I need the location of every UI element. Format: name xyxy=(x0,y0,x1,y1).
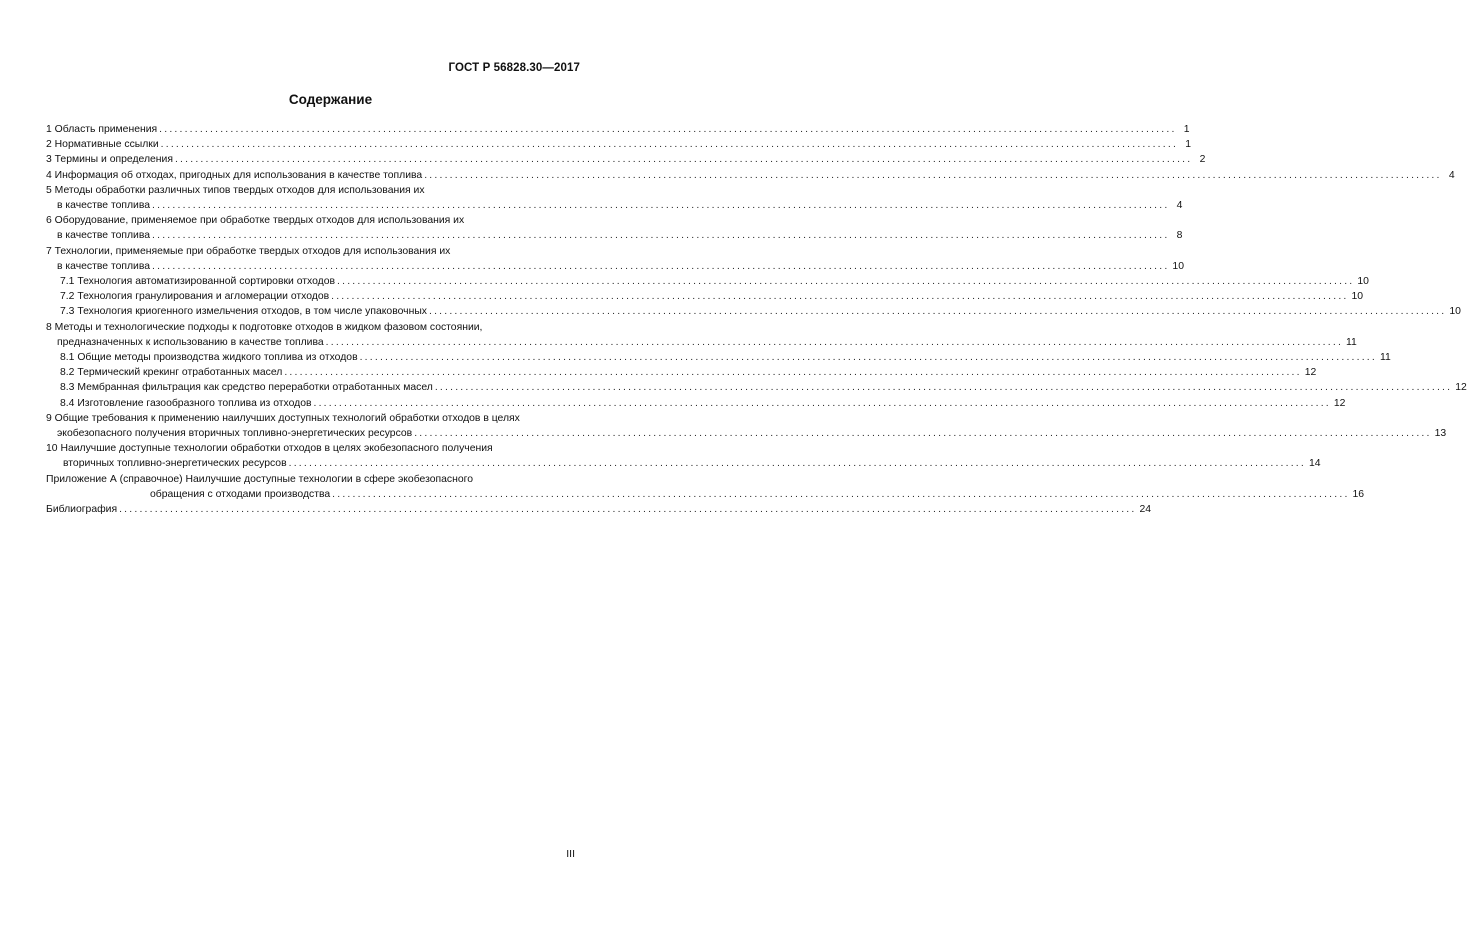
toc-entry[interactable] xyxy=(46,168,1455,183)
toc-entry[interactable] xyxy=(46,441,1321,471)
dot-leader: ........................................................................................................................................................................................................ xyxy=(434,382,1453,394)
toc-page-number: 10 xyxy=(1172,260,1184,272)
toc-entry-text: 5 Методы обработки различных типов твердых отходов для использования их xyxy=(46,184,425,196)
toc-entry-text: 7.1 Технология автоматизированной сортировки отходов xyxy=(60,276,336,288)
toc-entry-text: 6 Оборудование, применяемое при обработке твердых отходов для использования их xyxy=(46,215,465,227)
toc-entry[interactable] xyxy=(46,396,1346,411)
document-code: ГОСТ Р 56828.30—2017 xyxy=(448,62,580,74)
toc-page-number: 12 xyxy=(1304,367,1317,379)
dot-leader: ........................................................................................................................................................................................................ xyxy=(288,458,1306,470)
toc-page-number: 10 xyxy=(1351,291,1364,303)
toc-entry[interactable] xyxy=(46,244,1184,274)
toc-entry[interactable] xyxy=(46,320,1357,350)
toc-entry-text: 8.1 Общие методы производства жидкого топлива из отходов xyxy=(60,352,358,364)
toc-entry[interactable] xyxy=(46,274,1369,289)
dot-leader: ........................................................................................................................................................................................................ xyxy=(160,139,1179,151)
toc-entry[interactable] xyxy=(46,380,1467,395)
dot-leader: ........................................................................................................................................................................................................ xyxy=(337,276,1355,288)
toc-entry[interactable] xyxy=(46,304,1461,319)
toc-entry-text: предназначенных к использованию в качестве топлива xyxy=(57,336,324,348)
toc-entry-text: 8.3 Мембранная фильтрация как средство переработки отработанных масел xyxy=(60,382,433,394)
toc-entry[interactable] xyxy=(46,365,1317,380)
dot-leader: ........................................................................................................................................................................................................ xyxy=(414,428,1432,440)
toc-entry-text: 8 Методы и технологические подходы к подготовке отходов в жидком фазовом состоянии, xyxy=(46,321,483,333)
dot-leader: ........................................................................................................................................................................................................ xyxy=(332,488,1350,500)
toc-page-number: 10 xyxy=(1357,276,1369,288)
toc-entry[interactable] xyxy=(46,289,1364,304)
toc-entry-text: Библиография xyxy=(46,504,118,516)
toc-page-number: 13 xyxy=(1434,428,1447,440)
dot-leader: ........................................................................................................................................................................................................ xyxy=(325,336,1344,348)
toc-entry-text: 2 Нормативные ссылки xyxy=(46,139,159,151)
dot-leader: ........................................................................................................................................................................................................ xyxy=(359,352,1377,364)
dot-leader: ........................................................................................................................................................................................................ xyxy=(174,154,1193,166)
toc-entry[interactable] xyxy=(46,183,1183,213)
dot-leader: ........................................................................................................................................................................................................ xyxy=(152,260,1170,272)
toc-entry[interactable] xyxy=(46,502,1152,517)
dot-leader: ........................................................................................................................................................................................................ xyxy=(424,169,1442,181)
toc-page-number: 14 xyxy=(1308,458,1321,470)
toc-entry-text: вторичных топливно-энергетических ресурсов xyxy=(63,458,287,470)
toc-entry-text: 8.4 Изготовление газообразного топлива из отходов xyxy=(60,397,312,409)
toc-entry-text: 7 Технологии, применяемые при обработке твердых отходов для использования их xyxy=(46,245,451,257)
toc-entry[interactable] xyxy=(46,137,1192,152)
toc-entry-text: 10 Наилучшие доступные технологии обработки отходов в целях экобезопасного получения xyxy=(46,443,493,455)
toc-entry[interactable] xyxy=(46,213,1183,243)
toc-page-number: 1 xyxy=(1185,139,1192,151)
toc-entry-text: в качестве топлива xyxy=(57,260,151,272)
toc-page-number: 12 xyxy=(1333,397,1346,409)
toc-entry-text: 8.2 Термический крекинг отработанных масел xyxy=(60,367,283,379)
toc-entry-text: в качестве топлива xyxy=(57,230,151,242)
toc-entry-text: 7.3 Технология криогенного измельчения отходов, в том числе упаковочных xyxy=(60,306,427,318)
dot-leader: ........................................................................................................................................................................................................ xyxy=(331,291,1349,303)
toc-entry-text: 4 Информация об отходах, пригодных для использования в качестве топлива xyxy=(46,169,423,181)
toc-page-number: 2 xyxy=(1199,154,1206,166)
toc-page-number: 4 xyxy=(1176,200,1183,212)
toc-page-number: 11 xyxy=(1379,352,1391,364)
toc-entry-text: в качестве топлива xyxy=(57,200,151,212)
dot-leader: ........................................................................................................................................................................................................ xyxy=(159,124,1177,135)
toc-entry-text: 3 Термины и определения xyxy=(46,154,173,166)
toc-entry-text: обращения с отходами производства xyxy=(150,488,331,500)
dot-leader: ........................................................................................................................................................................................................ xyxy=(284,367,1302,379)
toc-page-number: 11 xyxy=(1346,336,1357,348)
toc-entry[interactable] xyxy=(46,152,1206,167)
toc-page-number: 1 xyxy=(1183,124,1190,135)
toc-entry-text: Приложение А (справочное) Наилучшие доступные технологии в сфере экобезопасного xyxy=(46,473,473,485)
toc-page-number: 16 xyxy=(1352,488,1365,500)
toc-page-number: 8 xyxy=(1176,230,1183,242)
toc-entry[interactable] xyxy=(46,350,1391,365)
dot-leader: ........................................................................................................................................................................................................ xyxy=(152,200,1170,212)
toc-entry-text: 7.2 Технология гранулирования и агломерации отходов xyxy=(60,291,330,303)
toc-entry-text: 1 Область применения xyxy=(46,124,158,135)
table-of-contents xyxy=(46,122,1467,517)
toc-entry-text: экобезопасного получения вторичных топливно-энергетических ресурсов xyxy=(57,428,413,440)
dot-leader: ........................................................................................................................................................................................................ xyxy=(152,230,1170,242)
dot-leader: ........................................................................................................................................................................................................ xyxy=(313,397,1331,409)
dot-leader: ........................................................................................................................................................................................................ xyxy=(428,306,1447,318)
toc-entry-text: 9 Общие требования к применению наилучших доступных технологий обработки отходов в целях xyxy=(46,412,520,424)
toc-entry[interactable] xyxy=(46,122,1190,137)
toc-title: Содержание xyxy=(288,92,373,107)
toc-page-number: 10 xyxy=(1449,306,1461,318)
toc-page-number: 24 xyxy=(1139,504,1152,516)
toc-entry[interactable] xyxy=(46,411,1447,441)
toc-page-number: 12 xyxy=(1455,382,1467,394)
page-number: III xyxy=(566,848,575,860)
toc-page-number: 4 xyxy=(1448,169,1455,181)
toc-entry[interactable] xyxy=(46,472,1365,502)
dot-leader: ........................................................................................................................................................................................................ xyxy=(119,504,1137,516)
